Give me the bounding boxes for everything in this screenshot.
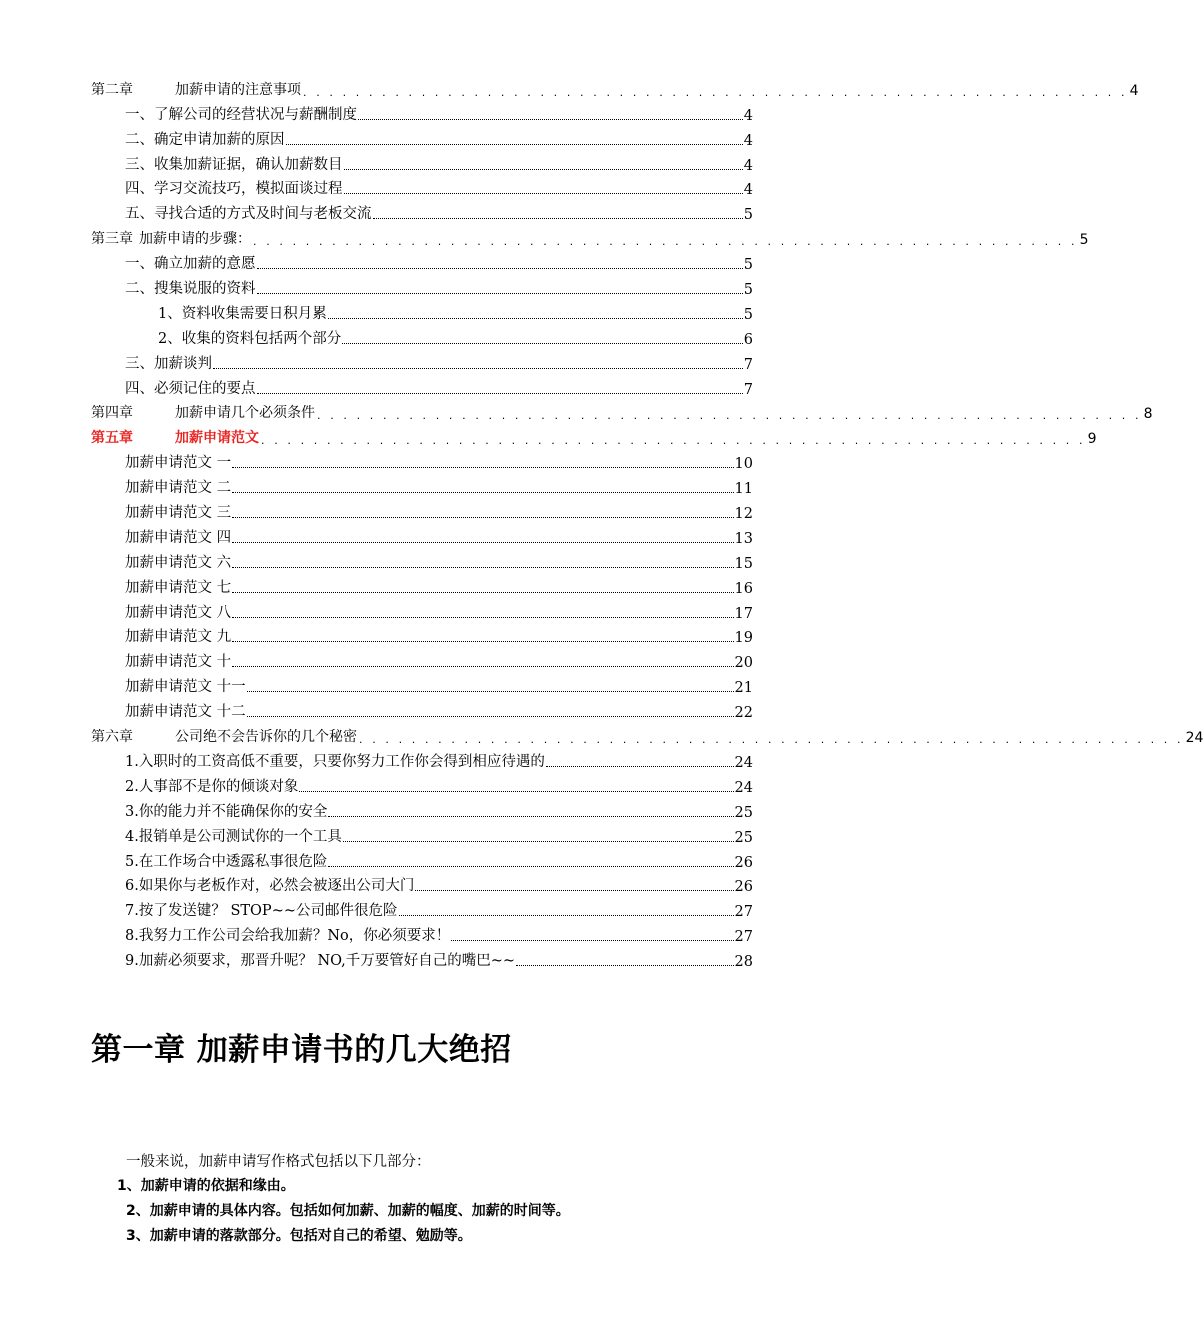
toc-page-number: 5 [743,207,753,224]
toc-leader-dots [399,915,734,916]
toc-entry-title: 加薪申请范文 六 [125,554,232,571]
toc-leader-dots [232,542,733,543]
toc-leader-dots [232,467,733,468]
toc-entry-title: 四、必须记住的要点 [125,380,256,397]
toc-page-number: 4 [743,157,753,174]
toc-entry[interactable] [91,124,753,149]
toc-entry-title: 三、加薪谈判 [125,355,212,372]
toc-leader-dots [247,716,734,717]
toc-chapter-number: 第二章 [91,81,133,98]
toc-chapter-title: 加薪申请的步骤： [139,231,251,248]
toc-entry-title: 加薪申请范文 七 [125,579,232,596]
toc-page-number: 5 [743,282,753,299]
toc-entry-title: 四、学习交流技巧，模拟面谈过程 [125,181,343,198]
toc-entry[interactable] [91,671,753,696]
toc-page-number: 15 [734,555,753,572]
toc-chapter-entry[interactable] [91,422,1097,448]
toc-leader-dots [516,965,733,966]
toc-chapter-entry[interactable] [91,721,1203,747]
toc-entry-title: 6.如果你与老板作对，必然会被逐出公司大门 [125,878,415,895]
toc-entry-title: 一、确立加薪的意愿 [125,256,256,273]
toc-leader-dots: . . . . . . . . . . . . . . . . . . . . . . . . . . . . . . . . . . . . . . . . . . . . . . . . . . . . . . . . . . . . . . . [317,409,1142,423]
toc-chapter-entry[interactable] [91,74,1139,99]
toc-page-number: 27 [734,904,753,921]
toc-page-number: 28 [734,954,753,971]
toc-entry[interactable] [91,846,753,871]
toc-page-number: 6 [743,331,753,348]
toc-leader-dots [232,517,733,518]
toc-entry[interactable] [91,597,753,622]
toc-leader-dots [257,393,743,394]
toc-leader-dots [257,293,743,294]
toc-leader-dots [415,890,733,891]
toc-page-number: 20 [734,655,753,672]
toc-entry[interactable] [91,746,753,771]
toc-entry-title: 5.在工作场合中透露私事很危险 [125,853,328,870]
toc-page-number: 4 [743,107,753,124]
toc-chapter-title: 加薪申请范文 [175,430,259,447]
toc-entry[interactable] [91,348,753,373]
toc-leader-dots [232,666,733,667]
toc-entry-title: 一、了解公司的经营状况与薪酬制度 [125,106,357,123]
toc-leader-dots [344,193,743,194]
toc-page-number: 7 [743,356,753,373]
toc-page-number: 25 [734,829,753,846]
toc-entry-title: 2、收集的资料包括两个部分 [158,330,342,347]
toc-entry-title: 2.人事部不是你的倾谈对象 [125,778,299,795]
toc-chapter-title: 公司绝不会告诉你的几个秘密 [175,729,357,746]
toc-leader-dots: . . . . . . . . . . . . . . . . . . . . . . . . . . . . . . . . . . . . . . . . . . . . . . . . . . . . . . . . . . . . . . . [261,434,1086,448]
toc-chapter-number: 第六章 [91,729,133,746]
point-item: 2、加薪申请的具体内容。包括如何加薪、加薪的幅度、加薪的时间等。 [126,1203,570,1219]
toc-entry[interactable] [91,696,753,721]
toc-entry[interactable] [91,547,753,572]
toc-entry[interactable] [91,174,753,199]
toc-leader-dots [328,866,733,867]
toc-leader-dots [232,592,733,593]
toc-entry-title: 加薪申请范文 八 [125,604,232,621]
point-item: 1、加薪申请的依据和缘由。 [117,1178,295,1194]
toc-entry[interactable] [91,298,753,323]
toc-page-number: 10 [734,456,753,473]
toc-entry-title: 加薪申请范文 十一 [125,679,246,696]
toc-entry-title: 7.按了发送键？ STOP~~公司邮件很危险 [125,903,398,920]
toc-page-number: 21 [734,680,753,697]
toc-page-number: 26 [734,879,753,896]
toc-leader-dots [451,940,733,941]
toc-chapter-entry[interactable] [91,223,1089,249]
toc-page-number: 27 [734,929,753,946]
toc-page-number: 7 [743,381,753,398]
toc-entry-title: 1.入职时的工资高低不重要，只要你努力工作你会得到相应待遇的 [125,753,545,770]
toc-page-number: 26 [734,854,753,871]
toc-entry-title: 三、收集加薪证据，确认加薪数目 [125,156,343,173]
toc-entry-title: 五、寻找合适的方式及时间与老板交流 [125,206,372,223]
toc-chapter-number: 第三章 [91,231,133,248]
toc-leader-dots [232,617,733,618]
toc-page-number: 4 [1129,82,1139,99]
toc-chapter-title: 加薪申请几个必须条件 [175,405,315,422]
toc-entry[interactable] [91,771,753,796]
toc-page-number: 9 [1087,431,1097,448]
toc-entry[interactable] [91,472,753,497]
toc-entry-title: 加薪申请范文 三 [125,505,232,522]
toc-entry[interactable] [91,821,753,846]
toc-entry-title: 3.你的能力并不能确保你的安全 [125,803,328,820]
toc-chapter-title: 加薪申请的注意事项 [175,81,301,98]
toc-leader-dots: . . . . . . . . . . . . . . . . . . . . . . . . . . . . . . . . . . . . . . . . . . . . . . . . . . . . . . . . . . . . . . . [359,733,1184,747]
toc-leader-dots [299,791,733,792]
toc-entry-title: 加薪申请范文 一 [125,455,232,472]
toc-entry[interactable] [91,273,753,298]
toc-entry[interactable] [91,622,753,647]
toc-chapter-number: 第四章 [91,405,133,422]
toc-entry-title: 9.加薪必须要求，那晋升呢？ NO,千万要管好自己的嘴巴~~ [125,953,516,970]
toc-leader-dots [343,841,734,842]
toc-page-number: 11 [734,481,753,498]
toc-entry[interactable] [91,149,753,174]
toc-entry[interactable] [91,920,753,945]
toc-leader-dots [344,169,743,170]
toc-leader-dots [232,567,733,568]
toc-leader-dots [373,218,743,219]
toc-entry[interactable] [91,99,753,124]
toc-leader-dots [342,343,743,344]
toc-page-number: 16 [734,580,753,597]
toc-entry[interactable] [91,373,753,398]
toc-leader-dots [257,268,743,269]
toc-entry-title: 8.我努力工作公司会给我加薪？No，你必须要求！ [125,928,451,945]
toc-page-number: 22 [734,705,753,722]
toc-entry[interactable] [91,945,753,970]
point-item: 3、加薪申请的落款部分。包括对自己的希望、勉励等。 [126,1228,472,1244]
toc-entry[interactable] [91,572,753,597]
toc-leader-dots: . . . . . . . . . . . . . . . . . . . . . . . . . . . . . . . . . . . . . . . . . . . . . . . . . . . . . . . . . . . . . . . [303,85,1128,99]
toc-entry-title: 加薪申请范文 九 [125,629,232,646]
toc-entry-title: 加薪申请范文 四 [125,529,232,546]
toc-leader-dots [232,641,733,642]
toc-page-number: 4 [743,132,753,149]
toc-page-number: 17 [734,605,753,622]
table-of-contents [91,74,1203,971]
toc-entry[interactable] [91,895,753,920]
toc-page-number: 5 [1079,232,1089,249]
toc-page-number: 8 [1143,406,1153,423]
toc-entry[interactable] [91,447,753,472]
toc-leader-dots [328,816,733,817]
toc-entry[interactable] [91,497,753,522]
toc-entry[interactable] [91,198,753,223]
toc-chapter-number: 第五章 [91,430,133,447]
toc-entry-title: 加薪申请范文 十 [125,654,232,671]
toc-leader-dots: . . . . . . . . . . . . . . . . . . . . . . . . . . . . . . . . . . . . . . . . . . . . . . . . . . . . . . . . . . . . . . . [253,235,1078,249]
toc-page-number: 13 [734,530,753,547]
toc-page-number: 12 [734,506,753,523]
toc-leader-dots [328,318,743,319]
toc-entry-title: 4.报销单是公司测试你的一个工具 [125,828,342,845]
toc-entry[interactable] [91,522,753,547]
toc-entry[interactable] [91,323,753,348]
toc-page-number: 25 [734,804,753,821]
toc-page-number: 5 [743,306,753,323]
toc-leader-dots [358,119,743,120]
toc-page-number: 19 [734,630,753,647]
chapter-title: 第一章 加薪申请书的几大绝招 [91,1032,512,1068]
toc-page-number: 24 [734,779,753,796]
intro-paragraph: 一般来说，加薪申请写作格式包括以下几部分： [126,1154,431,1170]
toc-entry-title: 1、资料收集需要日积月累 [158,305,327,322]
toc-entry[interactable] [91,796,753,821]
toc-chapter-entry[interactable] [91,398,1153,423]
toc-leader-dots [546,766,734,767]
toc-entry-title: 二、确定申请加薪的原因 [125,131,285,148]
toc-entry[interactable] [91,871,753,896]
toc-page-number: 5 [743,257,753,274]
toc-entry[interactable] [91,646,753,671]
toc-leader-dots [286,144,743,145]
toc-entry-title: 加薪申请范文 二 [125,480,232,497]
toc-leader-dots [232,492,733,493]
toc-page-number: 4 [743,182,753,199]
toc-entry-title: 二、搜集说服的资料 [125,281,256,298]
toc-page-number: 24 [1185,730,1203,747]
toc-leader-dots [213,368,743,369]
toc-page-number: 24 [734,754,753,771]
toc-entry-title: 加薪申请范文 十二 [125,704,246,721]
toc-entry[interactable] [91,248,753,273]
toc-leader-dots [247,691,734,692]
